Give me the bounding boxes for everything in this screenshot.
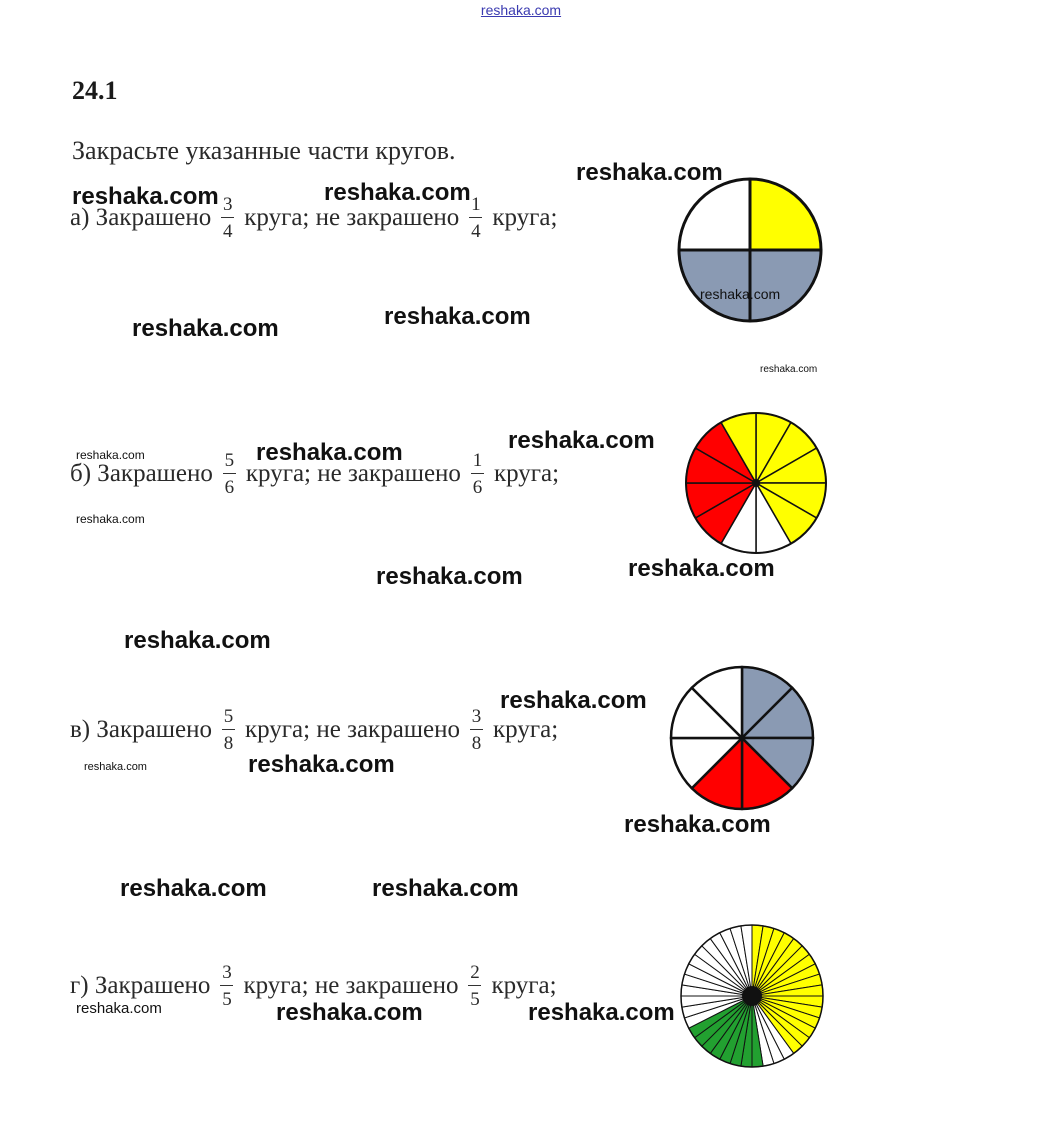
watermark: reshaka.com: [76, 448, 145, 462]
unshaded-label: не закрашено: [314, 972, 459, 999]
watermark: reshaka.com: [276, 999, 423, 1026]
site-link[interactable]: reshaka.com: [480, 2, 562, 18]
fraction-denominator: 8: [223, 733, 234, 754]
shaded-label: Закрашено: [97, 460, 213, 487]
watermark: reshaka.com: [760, 364, 818, 375]
circle-word-end: круга;: [492, 204, 558, 231]
circle-word: круга;: [243, 972, 309, 999]
shaded-fraction: [223, 450, 236, 498]
fraction-bar: [223, 473, 236, 474]
circle-word: круга;: [245, 460, 312, 487]
watermark: reshaka.com: [120, 875, 267, 902]
watermark: reshaka.com: [576, 159, 723, 186]
fraction-denominator: 5: [222, 989, 232, 1010]
watermark: reshaka.com: [76, 512, 145, 526]
watermark: reshaka.com: [324, 179, 471, 206]
item-letter: г): [70, 972, 89, 999]
watermark: reshaka.com: [76, 1000, 162, 1017]
fraction-denominator: 6: [224, 477, 235, 498]
fraction-numerator: 5: [224, 450, 235, 471]
fraction-bar: [471, 473, 484, 474]
fraction-bar: [468, 985, 481, 986]
watermark: reshaka.com: [72, 183, 219, 210]
circle-word-end: круга;: [493, 716, 559, 743]
fraction-bar: [220, 985, 233, 986]
unshaded-fraction: [471, 450, 484, 498]
watermark: reshaka.com: [84, 761, 147, 773]
unshaded-label: не закрашено: [317, 460, 461, 487]
circle-eighths: [668, 664, 816, 812]
circle-word: круга;: [244, 204, 310, 231]
fraction-bar: [469, 217, 482, 218]
fraction-bar: [470, 729, 483, 730]
watermark: reshaka.com: [500, 687, 647, 714]
circle-fortieths: [678, 922, 826, 1070]
fraction-bar: [222, 729, 235, 730]
watermark: reshaka.com: [132, 315, 279, 342]
watermark: reshaka.com: [508, 427, 655, 454]
unshaded-label: не закрашено: [315, 204, 460, 231]
shaded-fraction: [222, 706, 235, 754]
shaded-fraction: [221, 194, 234, 242]
watermark: reshaka.com: [124, 627, 271, 654]
item-letter: б): [70, 460, 92, 487]
item-letter: в): [70, 716, 91, 743]
unshaded-label: не закрашено: [316, 716, 461, 743]
circle-twelfths: [683, 410, 829, 556]
circle-word-end: круга;: [491, 972, 557, 999]
fraction-numerator: 1: [472, 450, 483, 471]
circle-word: круга;: [244, 716, 311, 743]
unshaded-fraction: [469, 194, 482, 242]
fraction-denominator: 6: [472, 477, 483, 498]
circle-word-end: круга;: [493, 460, 560, 487]
watermark: reshaka.com: [384, 303, 531, 330]
fraction-numerator: 5: [223, 706, 234, 727]
watermark: reshaka.com: [624, 811, 771, 838]
watermark: reshaka.com: [528, 999, 675, 1026]
pie-center: [742, 986, 762, 1006]
shaded-fraction: [220, 962, 233, 1010]
fraction-numerator: 3: [222, 962, 232, 983]
shaded-label: Закрашено: [96, 716, 212, 743]
watermark: reshaka.com: [248, 751, 395, 778]
shaded-label: Закрашено: [95, 204, 212, 231]
watermark: reshaka.com: [700, 286, 781, 302]
fraction-denominator: 4: [471, 221, 481, 242]
fraction-numerator: 3: [471, 706, 482, 727]
fraction-denominator: 5: [470, 989, 480, 1010]
task-number: 24.1: [72, 76, 118, 105]
watermark: reshaka.com: [376, 563, 523, 590]
shaded-label: Закрашено: [94, 972, 211, 999]
fraction-denominator: 4: [223, 221, 233, 242]
fraction-denominator: 8: [471, 733, 482, 754]
unshaded-fraction: [468, 962, 481, 1010]
task-instruction: Закрасьте указанные части кругов.: [72, 136, 456, 165]
pie-center: [752, 479, 760, 487]
item-letter: а): [70, 204, 90, 231]
watermark: reshaka.com: [372, 875, 519, 902]
watermark: reshaka.com: [628, 555, 775, 582]
fraction-numerator: 1: [471, 194, 481, 215]
watermark: reshaka.com: [256, 439, 403, 466]
fraction-numerator: 2: [470, 962, 480, 983]
fraction-numerator: 3: [223, 194, 233, 215]
fraction-bar: [221, 217, 234, 218]
unshaded-fraction: [470, 706, 483, 754]
